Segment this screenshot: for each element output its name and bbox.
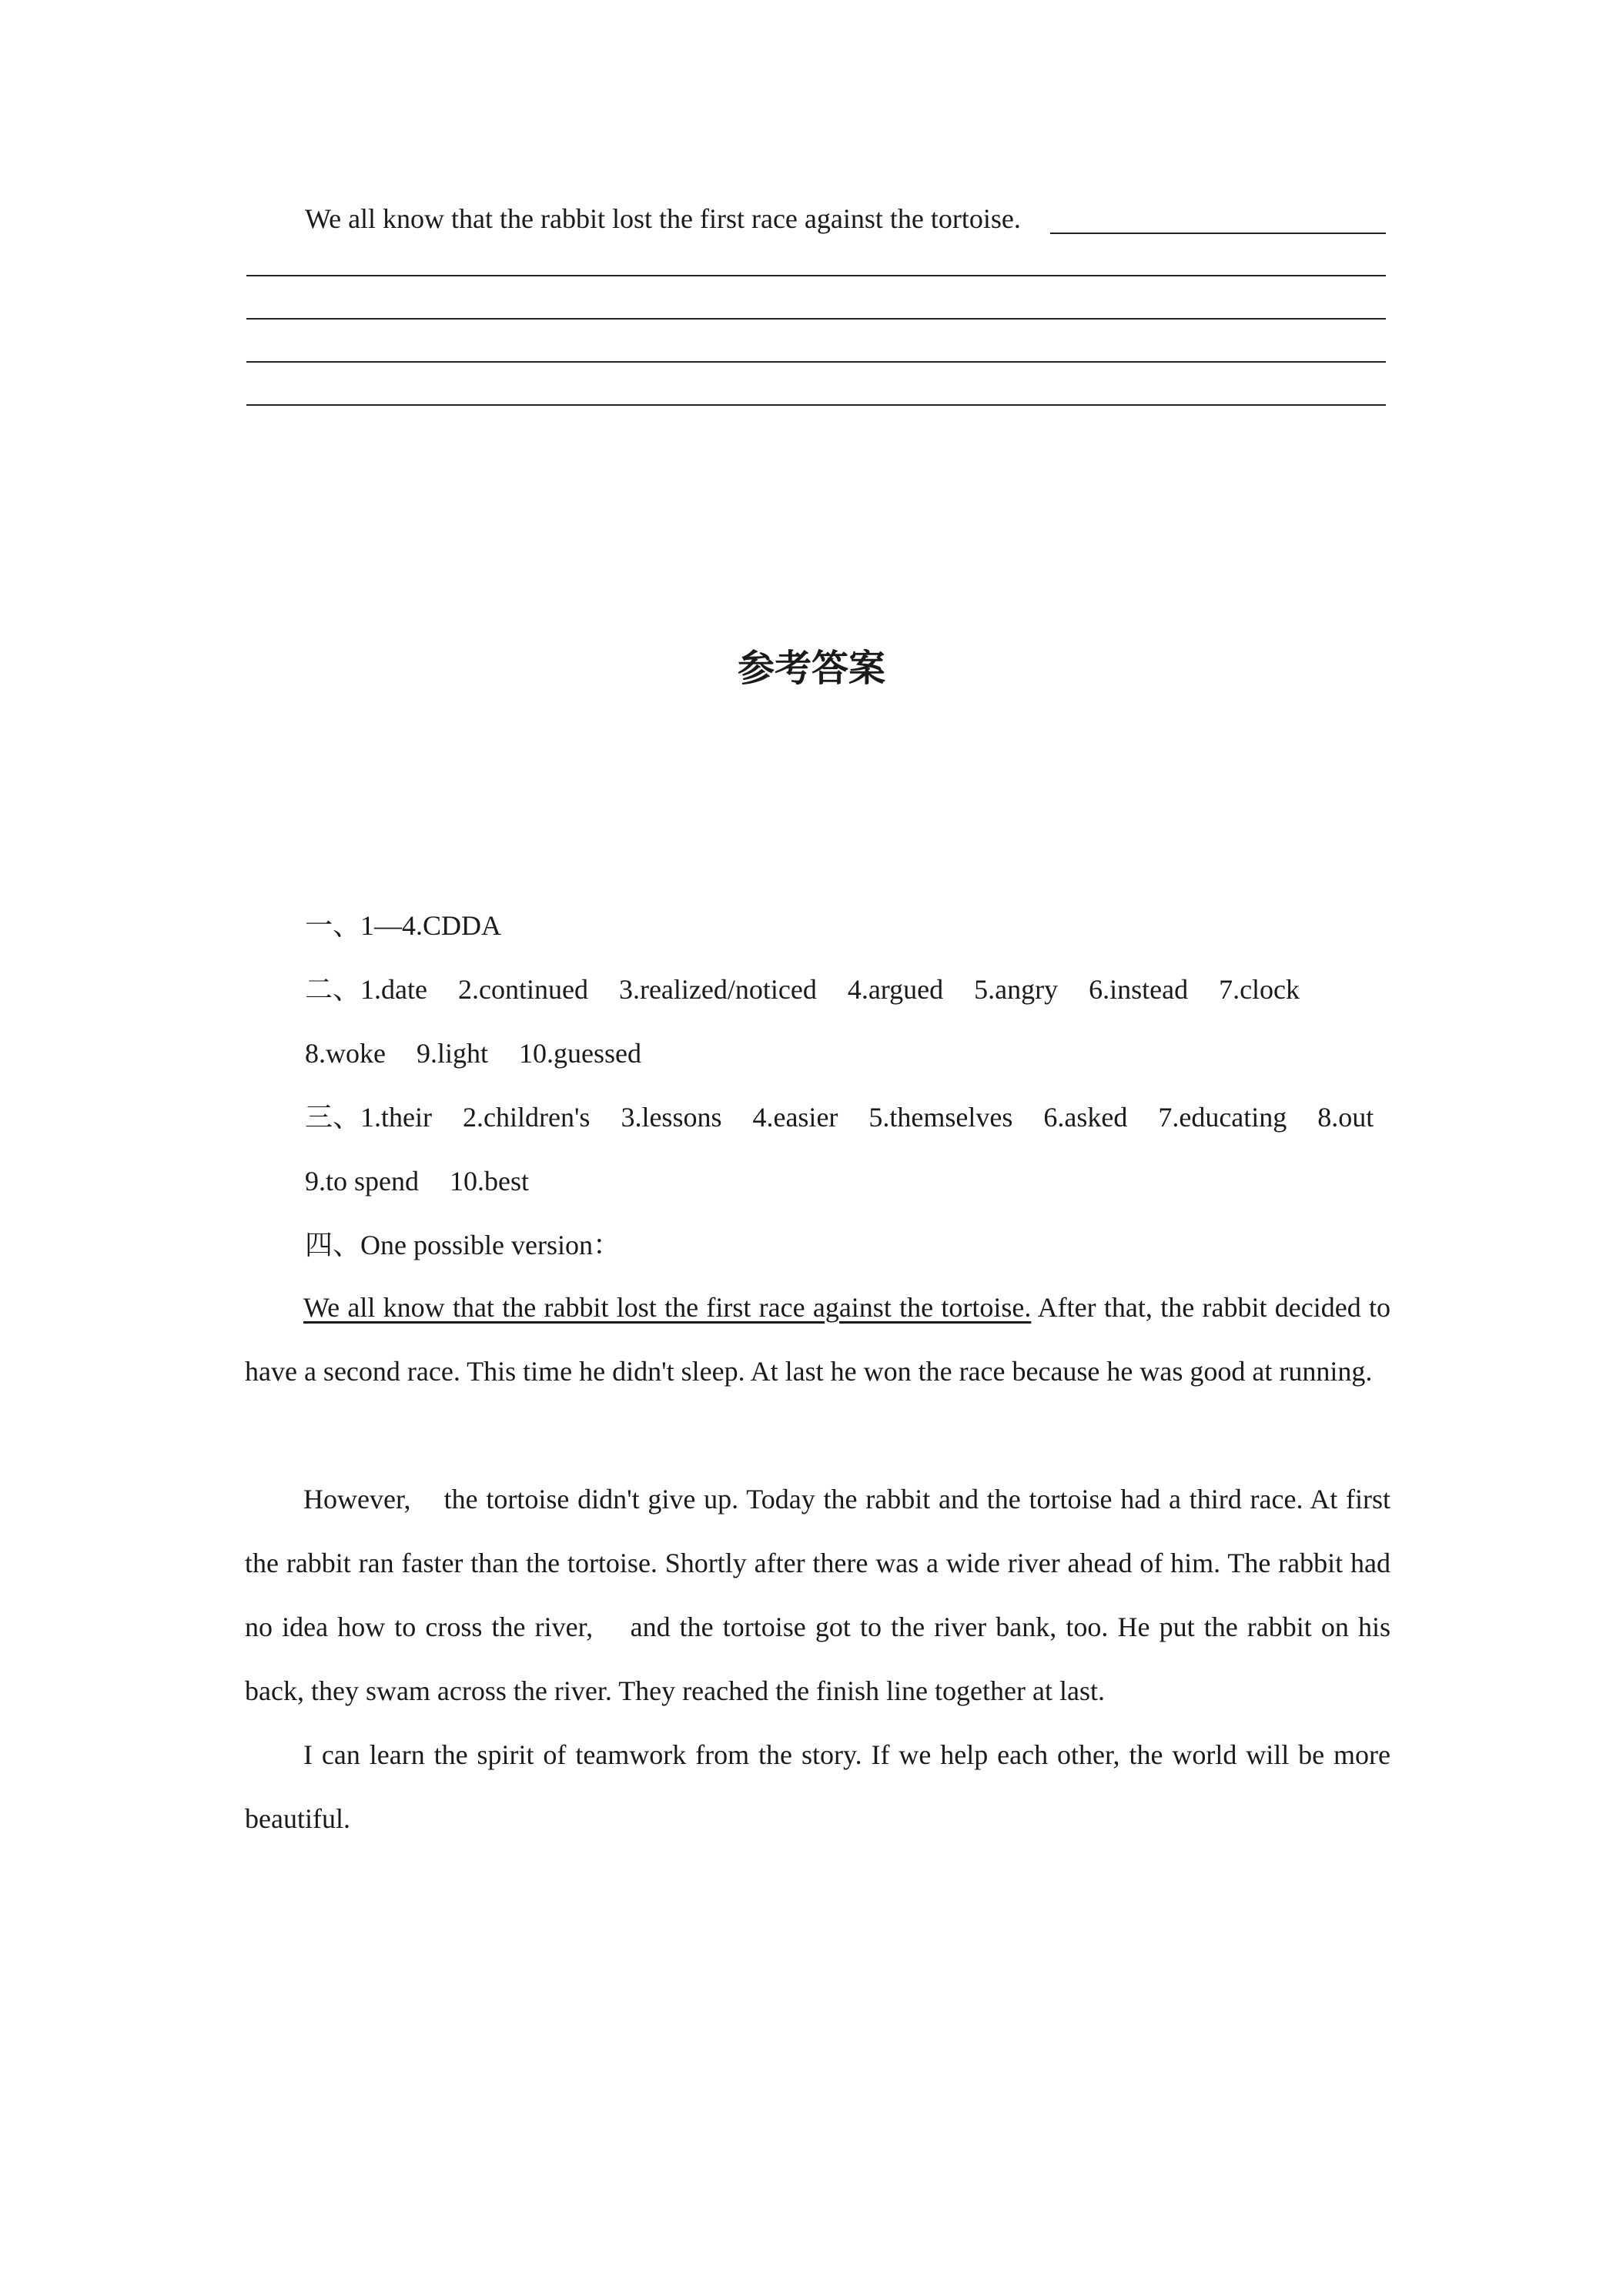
blank-line-1 xyxy=(1050,233,1386,234)
answer-item: 7.educating xyxy=(1158,1102,1287,1133)
answer-item: 5.angry xyxy=(974,974,1059,1005)
answer-item: 9.light xyxy=(416,1038,488,1069)
answer-key-title: 参考答案 xyxy=(737,647,885,690)
model-essay-paragraph-3-text: I can learn the spirit of teamwork from the story. If we help each other, the world will be more beautiful. xyxy=(245,1739,1390,1834)
section-1-marker: 一、 xyxy=(305,910,361,941)
section-4-header xyxy=(305,1228,621,1262)
answer-item: 1.their xyxy=(360,1102,432,1133)
answer-item: 4.easier xyxy=(752,1102,838,1133)
answer-item: 10.guessed xyxy=(519,1038,641,1069)
answer-item: 5.themselves xyxy=(868,1102,1013,1133)
answer-item: 3.lessons xyxy=(621,1102,722,1133)
answer-item: 2.children's xyxy=(463,1102,591,1133)
answer-item: 7.clock xyxy=(1219,974,1300,1005)
exercise-prompt: We all know that the rabbit lost the first race against the tortoise. xyxy=(305,203,1021,234)
model-essay-opening-sentence: We all know that the rabbit lost the first race against the tortoise. xyxy=(303,1292,1032,1323)
section-3-line-2 xyxy=(305,1164,529,1198)
section-2-marker: 二、 xyxy=(305,974,361,1005)
answer-item: 4.argued xyxy=(847,974,944,1005)
blank-line-3 xyxy=(246,318,1386,320)
section-2-line-2 xyxy=(305,1036,641,1070)
section-3-line-1 xyxy=(305,1100,1374,1134)
answer-item: 8.out xyxy=(1317,1102,1374,1133)
model-essay-paragraph-1 xyxy=(245,1276,1390,1404)
model-essay-paragraph-2 xyxy=(245,1468,1397,1723)
section-1 xyxy=(305,909,501,942)
blank-line-4 xyxy=(246,361,1386,363)
section-3-marker: 三、 xyxy=(305,1102,361,1133)
model-essay-paragraph-2-text: However, the tortoise didn't give up. Today the rabbit and the tortoise had a third race. At first the rabbit ran faster than the tortoise. Shortly after there was a wide river ahead of him. The rabbit had no idea how to cross the river, and the tortoise got to the river bank, too. He put the rabbit on his back, they swam across the river. They reached the finish line together at last. xyxy=(245,1484,1397,1706)
section-2-line-1 xyxy=(305,972,1300,1006)
answer-item: 9.to spend xyxy=(305,1166,419,1197)
section-1-answer: 1—4.CDDA xyxy=(360,910,502,941)
answer-item: 2.continued xyxy=(457,974,588,1005)
answer-item: 1.date xyxy=(360,974,427,1005)
answer-item: 6.asked xyxy=(1043,1102,1128,1133)
section-4-label: One possible version： xyxy=(360,1230,621,1260)
answer-item: 10.best xyxy=(450,1166,529,1197)
answer-item: 6.instead xyxy=(1089,974,1189,1005)
model-essay-paragraph-3 xyxy=(245,1723,1390,1851)
model-essay-paragraph-1-rest: After that, the rabbit decided to have a second race. This time he didn't sleep. At last he won the race because he was good at running. xyxy=(245,1292,1390,1387)
blank-line-5 xyxy=(246,404,1386,406)
blank-line-2 xyxy=(246,275,1386,276)
answer-item: 3.realized/noticed xyxy=(618,974,817,1005)
answer-item: 8.woke xyxy=(305,1038,386,1069)
section-4-marker: 四、 xyxy=(305,1230,361,1260)
